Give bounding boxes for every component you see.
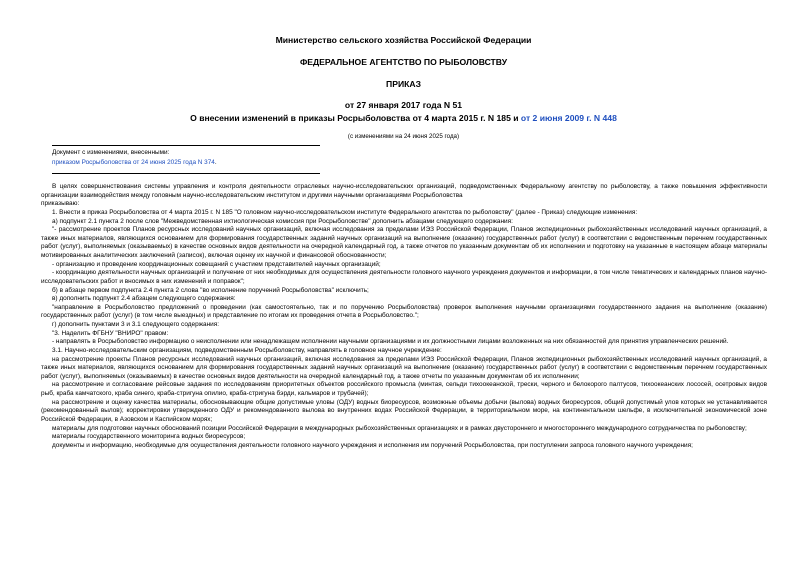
- change-note-link[interactable]: приказом Росрыболовства от 24 июня 2025 года N 374: [52, 159, 215, 166]
- paragraph: - координацию деятельности научных организаций и получение от них необходимых для осуществления деятельности головного научного учреждения документов и информации, в том числе тематических и календарных планов научно-исследовательских работ и вносимых в них изменений и поправок";: [41, 269, 767, 285]
- paragraph: - организацию и проведение координационных совещаний с участием представителей научных организаций;: [52, 260, 381, 268]
- agency-heading: ФЕДЕРАЛЬНОЕ АГЕНТСТВО ПО РЫБОЛОВСТВУ: [299, 57, 508, 67]
- paragraph: материалы для подготовки научных обоснований позиции Российской Федерации в международных рыбохозяйственных организациях и в рамках двустороннего и многостороннего международного сотрудничества по рыболовству;: [52, 424, 747, 432]
- paragraph: г) дополнить пунктами 3 и 3.1 следующего содержания:: [52, 321, 219, 328]
- paragraph: на рассмотрение проекты Планов ресурсных исследований научных организаций, включая исследования за пределами ИЭЗ Российской Федерации, Планов экспедиционных рыбохозяйственных исследований научных организаций, а также иных материалов, являющихся основанием для формирования государственных заданий научных организаций на выполнение (оказание) государственных работ (услуг) в соответствии с ведомственным перечнем государственных работ (услуг), выполняемых (оказываемых) в качестве основных видов деятельности на очередной календарный год, а также отчеты по указанным документам об их исполнении;: [41, 355, 767, 380]
- divider-top: [52, 145, 320, 146]
- document-title: [0, 113, 807, 123]
- paragraph: приказываю:: [41, 200, 80, 208]
- paragraph: б) в абзаце первом подпункта 2.4 пункта 2 слова "во исполнение поручений Росрыболовства" исключить;: [52, 286, 369, 294]
- paragraph: В целях совершенствования системы управления и контроля деятельности отраслевых научно-исследовательских организаций, подведомственных Федеральному агентству по рыболовству, а также повышения эффективности организации взаимодействия между головным научно-исследовательским институтом и другими научными организациями Росрыболовства: [41, 183, 767, 199]
- paragraph: 3.1. Научно-исследовательским организациям, подведомственным Росрыболовству, направлять в головное научное учреждение:: [52, 346, 442, 354]
- paragraph: "направление в Росрыболовство предложений о проведении (как самостоятельно, так и по поручению Росрыболовства) проверок выполнения научными организациями государственного задания на выполнение (оказание) государственных работ (услуг) (в том числе выездных) и представление по итогам их проведения отчета в Росрыболовство.";: [41, 303, 767, 320]
- paragraph: материалы государственного мониторинга водных биоресурсов;: [52, 433, 246, 441]
- paragraph: - направлять в Росрыболовство информацию о неисполнении или ненадлежащем исполнении научными организациями и их должностными лицами возложенных на них обязанностей для принятия управленческих решений.: [52, 338, 729, 346]
- paragraph: 1. Внести в приказ Росрыболовства от 4 марта 2015 г. N 185 "О головном научно-исследовательском институте Федерального агентства по рыболовству" (далее - Приказ) следующие изменения:: [52, 208, 638, 216]
- change-note-suffix: .: [214, 159, 217, 166]
- paragraph: а) подпункт 2.1 пункта 2 после слов "Межведомственная ихтиологическая комиссия при Росрыболовстве" дополнить абзацами следующего содержания:: [52, 217, 513, 225]
- doc-type-heading: ПРИКАЗ: [386, 79, 421, 89]
- paragraph: "- рассмотрение проектов Планов ресурсных исследований научных организаций, включая исследования за пределами ИЭЗ Российской Федерации, Планов экспедиционных рыбохозяйственных исследований научных организаций, а также иных материалов, являющихся основанием для формирования государственных заданий научных организаций на выполнение (оказание) государственных работ (услуг) в соответствии с ведомственным перечнем государственных работ (услуг), выполняемых (оказываемых) в качестве основных видов деятельности на очередной календарный год, а также отчетов по указанным документам об их исполнении и подготовку на указанные в настоящем абзаце материалы мотивированных аналитических заключений (записок), включая оценку их научной и финансовой обоснованности;: [41, 226, 767, 259]
- paragraph: на рассмотрение и оценку качества материалы, обосновывающие общие допустимые уловы (ОДУ) водных биоресурсов, возможные объемы добычи (вылова) водных биоресурсов, общий допустимый улов которых не устанавливается (рекомендованный вылов); корректировки утвержденного ОДУ и рекомендованного вылова во внутренних водах Российской Федерации, в территориальном море, на континентальном шельфе, в исключительной экономической зоне Российской Федерации, в Азовском и Каспийском морях;: [41, 398, 767, 423]
- paragraph: в) дополнить подпункт 2.4 абзацем следующего содержания:: [52, 295, 236, 303]
- paragraph: документы и информацию, необходимые для осуществления деятельности головного научного учреждения и исполнения им поручений Росрыболовства, при поступлении запроса головного научного учреждения;: [52, 441, 693, 449]
- ministry-heading: Министерство сельского хозяйства Российской Федерации: [275, 35, 532, 45]
- paragraph: на рассмотрение и согласование рейсовые задания по исследованиям приоритетных объектов российского промысла (минтая, сельди тихоокеанской, трески, черного и белокорого палтусов, тихоокеанских лососей, осетровых видов рыб, краба камчатского, краба синего, краба-стригуна опилио, краба-стригуна бэрди, кальмаров и трубачей);: [41, 381, 767, 397]
- title-text: О внесении изменений в приказы Росрыболовства от 4 марта 2015 г. N 185 и: [190, 113, 521, 123]
- change-note: [40, 148, 320, 168]
- order-body: [41, 183, 767, 450]
- change-note-link-line: [52, 158, 320, 168]
- divider-bottom: [52, 173, 320, 174]
- revision-note: (с изменениями на 24 июня 2025 года): [347, 133, 460, 140]
- title-link[interactable]: от 2 июня 2009 г. N 448: [520, 113, 617, 123]
- paragraph: "3. Наделить ФГБНУ "ВНИРО" правом:: [52, 329, 169, 337]
- change-note-label: Документ с изменениями, внесенными:: [52, 149, 170, 156]
- date-number-heading: от 27 января 2017 года N 51: [344, 100, 463, 110]
